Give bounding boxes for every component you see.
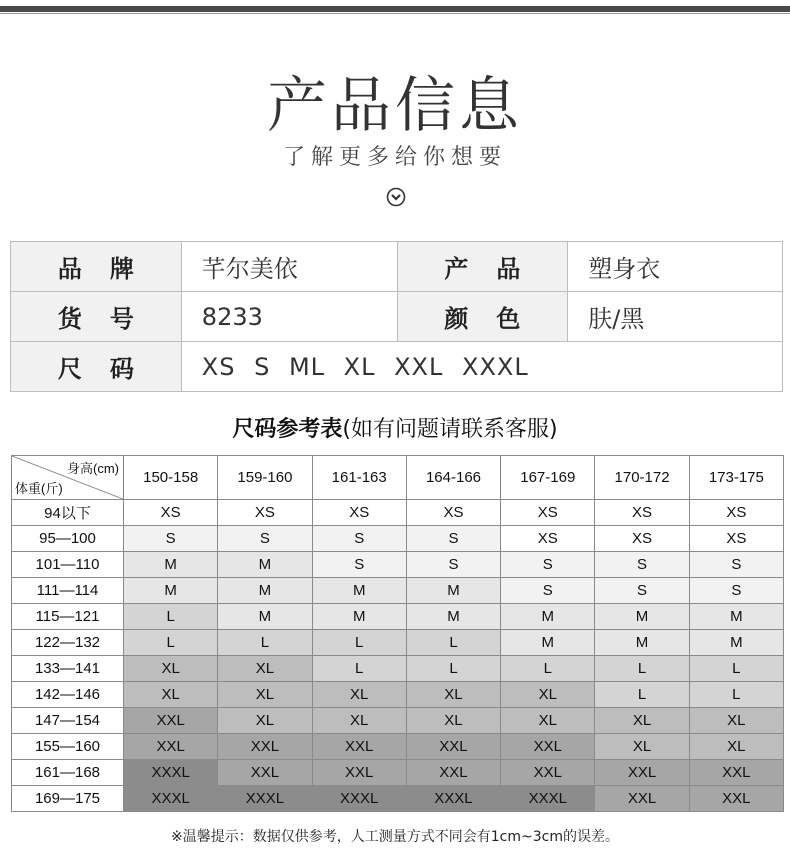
size-cell: L [501,656,595,682]
size-cell: XS [406,500,500,526]
size-chart-row [12,630,784,656]
size-cell: XS [501,500,595,526]
weight-row-header: 115—121 [12,604,124,630]
height-column-header: 170-172 [595,456,689,500]
top-divider-bar [0,6,790,12]
size-cell: M [689,630,783,656]
size-cell: XXL [312,734,406,760]
color-value: 肤/黑 [568,292,783,342]
item-number-label: 货号 [11,292,182,342]
size-chart-title-note: (如有问题请联系客服) [342,417,558,442]
size-cell: XXL [406,734,500,760]
size-cell: XL [312,708,406,734]
size-cell: XL [689,708,783,734]
size-cell: XXXL [406,786,500,812]
size-chart-row [12,656,784,682]
size-cell: XL [218,656,312,682]
size-cell: S [218,526,312,552]
size-cell: XXL [689,760,783,786]
info-row [11,342,783,392]
size-cell: M [124,552,218,578]
size-label: 尺码 [11,342,182,392]
product-label: 产品 [397,242,568,292]
size-cell: M [124,578,218,604]
size-cell: M [689,604,783,630]
size-cell: M [406,578,500,604]
size-cell: S [501,552,595,578]
brand-value: 芊尔美依 [181,242,397,292]
size-chart-row [12,500,784,526]
brand-label: 品牌 [11,242,182,292]
size-cell: S [312,526,406,552]
size-cell: XS [689,526,783,552]
height-column-header: 161-163 [312,456,406,500]
size-cell: XL [406,708,500,734]
size-cell: L [595,656,689,682]
size-cell: XS [595,500,689,526]
size-chart-row [12,760,784,786]
size-chart-row [12,526,784,552]
size-cell: M [312,578,406,604]
info-row [11,292,783,342]
height-column-header: 150-158 [124,456,218,500]
page-subtitle: 了解更多给你想要 [282,145,507,170]
size-chart-body [12,500,784,812]
size-cell: S [689,552,783,578]
size-cell: XL [218,708,312,734]
item-number-value: 8233 [181,292,397,342]
page-title: 产品信息 [267,71,523,141]
size-cell: XXL [595,760,689,786]
size-cell: L [218,630,312,656]
color-label: 颜色 [397,292,568,342]
weight-row-header: 122—132 [12,630,124,656]
size-cell: L [312,630,406,656]
size-cell: XS [501,526,595,552]
size-chart-row [12,682,784,708]
size-cell: XXL [124,708,218,734]
size-cell: XS [689,500,783,526]
size-cell: M [501,604,595,630]
height-column-header: 167-169 [501,456,595,500]
size-cell: L [312,656,406,682]
size-chart-row [12,786,784,812]
weight-row-header: 147—154 [12,708,124,734]
size-cell: M [406,604,500,630]
size-cell: M [218,604,312,630]
size-cell: XL [218,682,312,708]
size-cell: XL [124,656,218,682]
size-cell: XS [124,500,218,526]
size-cell: XXXL [124,786,218,812]
size-cell: XL [124,682,218,708]
size-cell: XL [689,734,783,760]
size-cell: XS [312,500,406,526]
size-cell: M [595,630,689,656]
height-column-header: 164-166 [406,456,500,500]
size-chart-row [12,604,784,630]
size-cell: XXL [406,760,500,786]
size-cell: L [689,656,783,682]
size-cell: S [501,578,595,604]
size-cell: XL [406,682,500,708]
size-cell: XXL [218,760,312,786]
size-cell: XXXL [218,786,312,812]
size-chart-header-row [12,456,784,500]
size-cell: M [595,604,689,630]
size-cell: XXL [218,734,312,760]
weight-row-header: 133—141 [12,656,124,682]
size-cell: XXL [124,734,218,760]
size-chart-title [0,412,790,443]
size-cell: L [406,630,500,656]
weight-row-header: 142—146 [12,682,124,708]
size-cell: L [124,630,218,656]
size-cell: M [312,604,406,630]
size-chart-row [12,578,784,604]
size-cell: XXL [501,760,595,786]
size-chart-row [12,552,784,578]
size-cell: XXXL [501,786,595,812]
height-axis-label: 身高(cm) [67,461,119,476]
size-cell: XXL [595,786,689,812]
size-cell: L [595,682,689,708]
size-chart-row [12,734,784,760]
size-cell: XL [595,734,689,760]
weight-row-header: 101—110 [12,552,124,578]
size-cell: M [218,552,312,578]
size-cell: S [595,578,689,604]
footer-note: ※温馨提示：数据仅供参考，人工测量方式不同会有1cm~3cm的误差。 [171,829,619,845]
info-row [11,242,783,292]
size-cell: L [406,656,500,682]
size-chart-corner [12,456,124,500]
size-cell: XS [595,526,689,552]
size-chart-row [12,708,784,734]
size-value: XS S ML XL XXL XXXL [181,342,782,392]
product-info-table [10,241,783,392]
size-cell: XL [501,682,595,708]
size-cell: L [689,682,783,708]
height-column-header: 159-160 [218,456,312,500]
size-cell: S [689,578,783,604]
size-cell: S [595,552,689,578]
product-value: 塑身衣 [568,242,783,292]
weight-row-header: 155—160 [12,734,124,760]
size-cell: XXXL [124,760,218,786]
size-cell: M [218,578,312,604]
size-cell: M [501,630,595,656]
weight-axis-label: 体重(斤) [15,481,63,496]
size-cell: XXL [689,786,783,812]
height-column-header: 173-175 [689,456,783,500]
size-cell: XL [595,708,689,734]
weight-row-header: 111—114 [12,578,124,604]
size-cell: XL [312,682,406,708]
weight-row-header: 169—175 [12,786,124,812]
weight-row-header: 161—168 [12,760,124,786]
size-chart-table [11,455,784,812]
weight-row-header: 95—100 [12,526,124,552]
size-cell: XL [501,708,595,734]
size-chart-title-bold: 尺码参考表 [232,417,343,442]
size-cell: S [312,552,406,578]
weight-row-header: 94以下 [12,500,124,526]
size-cell: XXL [312,760,406,786]
size-cell: L [124,604,218,630]
size-cell: XXL [501,734,595,760]
size-cell: XS [218,500,312,526]
size-cell: S [406,552,500,578]
circle-chevron-down-icon [386,187,406,207]
top-divider-line [0,13,790,14]
size-cell: XXXL [312,786,406,812]
size-cell: S [406,526,500,552]
size-cell: S [124,526,218,552]
